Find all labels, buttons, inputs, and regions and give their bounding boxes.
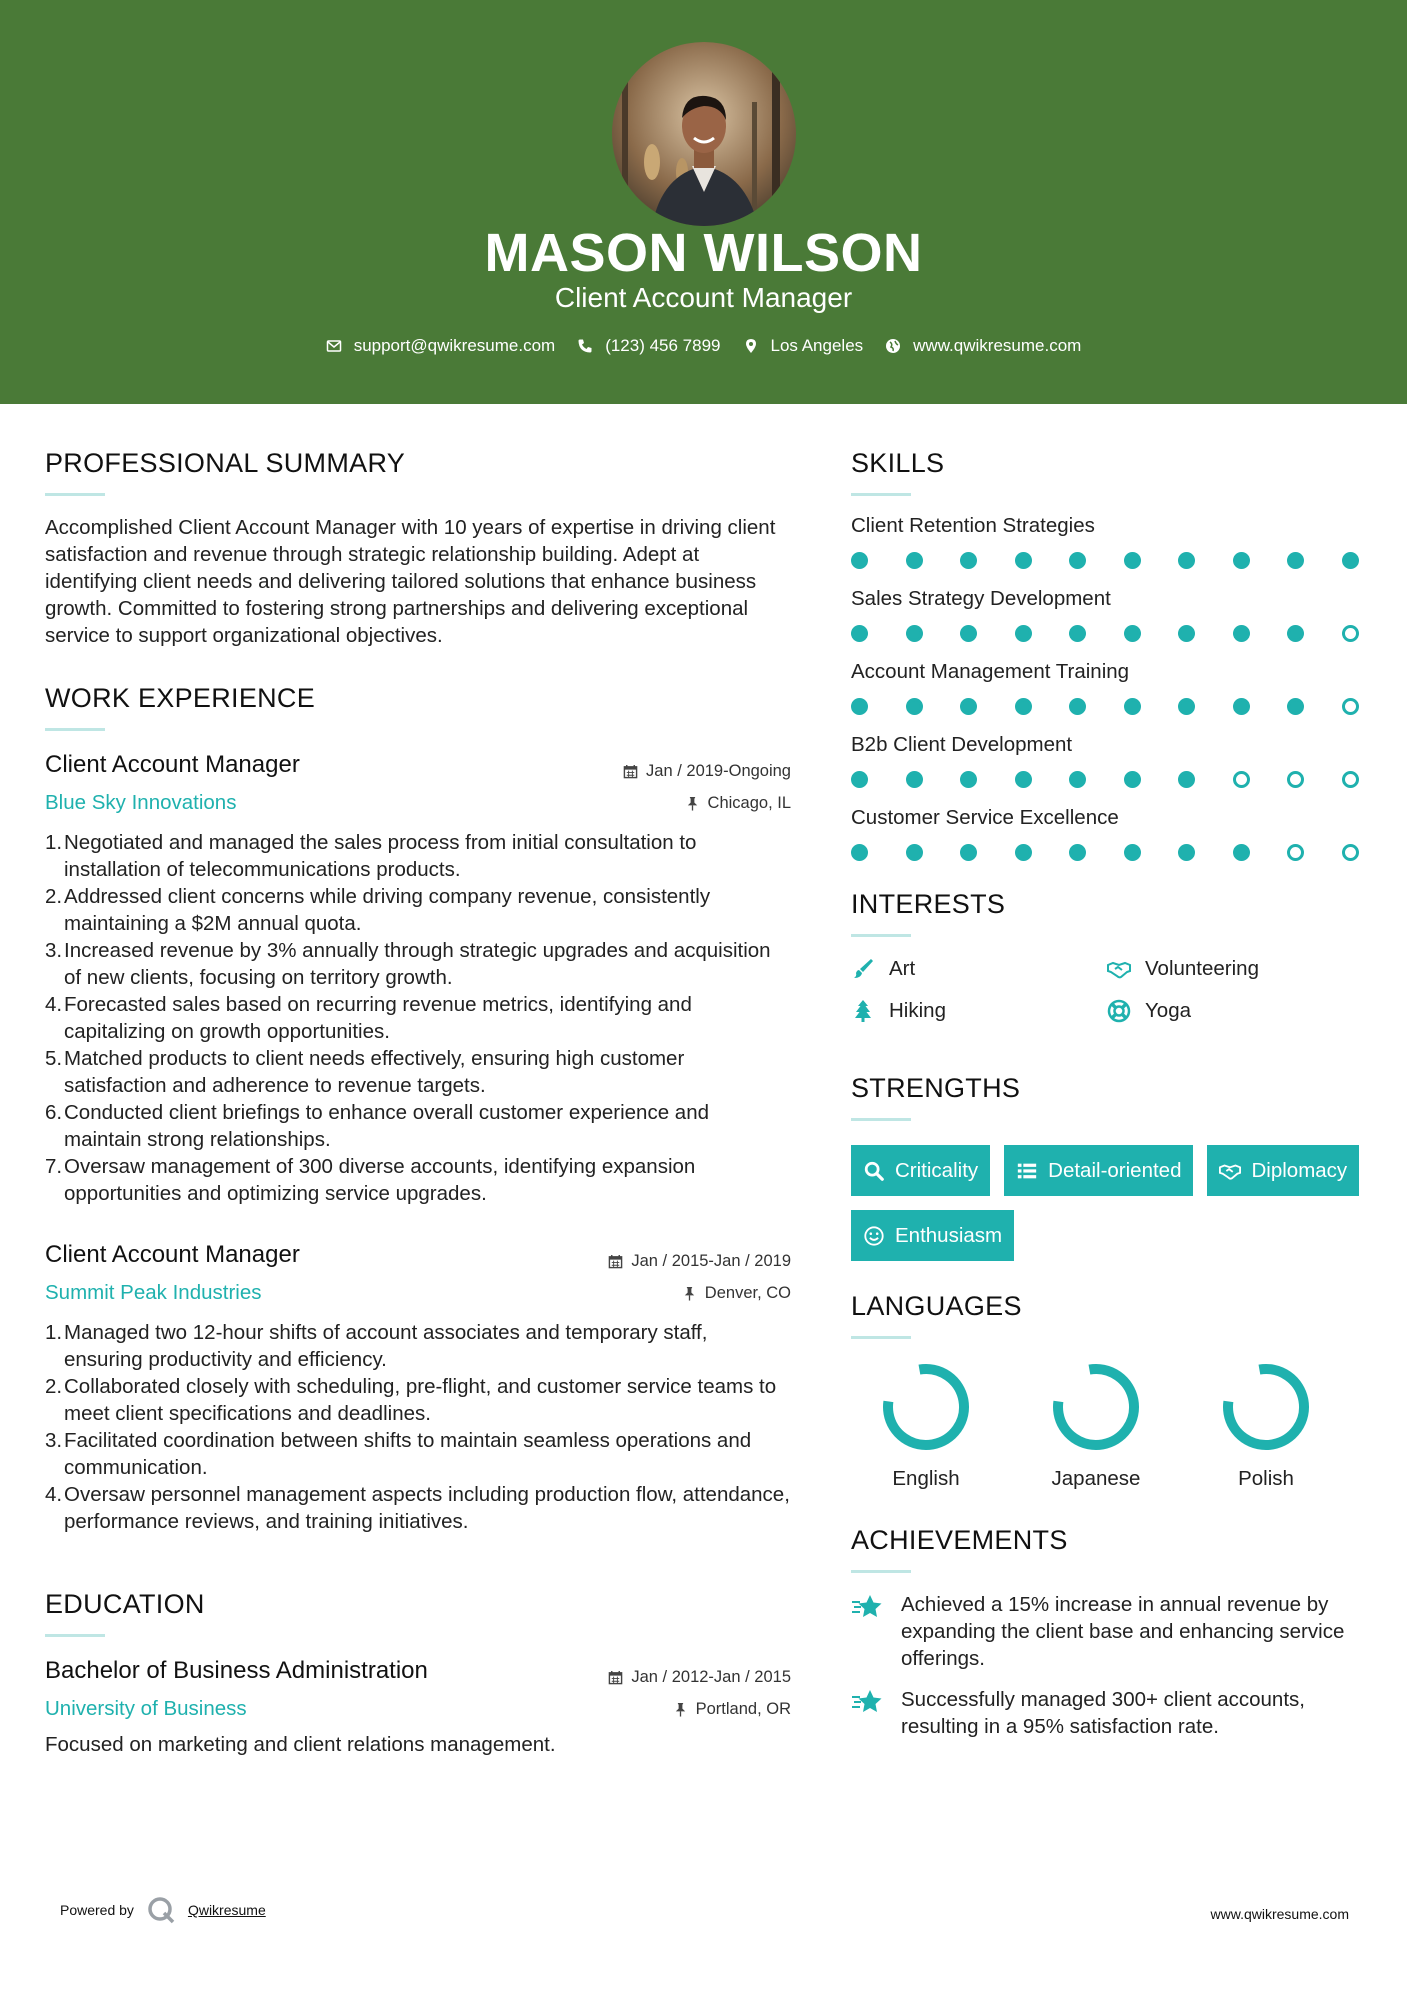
job-bullets [45, 829, 791, 1207]
rating-dot-empty [1287, 771, 1304, 788]
rating-dot-filled [1124, 844, 1141, 861]
language-gauge [880, 1361, 972, 1453]
qwikresume-logo-icon [146, 1895, 176, 1925]
rating-dot-filled [906, 698, 923, 715]
rating-dot-empty [1342, 698, 1359, 715]
footer-powered-by [60, 1895, 266, 1925]
language-label: Japanese [1051, 1467, 1141, 1490]
rating-dot-empty [1233, 771, 1250, 788]
strength-tag: Diplomacy [1207, 1145, 1359, 1196]
language-level-arc [882, 1363, 970, 1451]
job-meta [623, 755, 791, 819]
phone-icon [577, 338, 593, 354]
rating-dot-filled [1178, 771, 1195, 788]
rating-dot-filled [1233, 552, 1250, 569]
rating-dot-filled [1342, 552, 1359, 569]
section-divider [45, 493, 105, 496]
interests-heading: INTERESTS [851, 889, 1006, 919]
job-dates: Jan / 2015-Jan / 2019 [608, 1245, 791, 1277]
strengths-section [851, 1073, 1371, 1261]
skill-name: Client Retention Strategies [851, 514, 1095, 537]
rating-dot-filled [851, 771, 868, 788]
powered-by-text: Powered by [60, 1902, 134, 1918]
rating-dot-filled [960, 844, 977, 861]
rating-dot-filled [906, 552, 923, 569]
brand-link[interactable]: Qwikresume [187, 1902, 266, 1918]
experience-section [45, 683, 791, 1535]
job-meta [608, 1245, 791, 1309]
language-level-arc [1222, 1363, 1310, 1451]
language-item [1011, 1361, 1181, 1491]
job-company: Summit Peak Industries [45, 1281, 262, 1304]
handshake-icon [1219, 1160, 1241, 1182]
language-list [851, 1361, 1371, 1491]
rating-dot-filled [851, 625, 868, 642]
job-dates: Jan / 2019-Ongoing [623, 755, 791, 787]
education-entry [45, 1657, 791, 1758]
section-divider [851, 1570, 911, 1573]
achievements-section [851, 1525, 1371, 1740]
rating-dot-filled [851, 698, 868, 715]
strengths-heading: STRENGTHS [851, 1073, 1021, 1103]
rating-dot-empty [1342, 771, 1359, 788]
strength-tag: Criticality [851, 1145, 990, 1196]
map-marker-icon [743, 338, 759, 354]
section-divider [851, 493, 911, 496]
rating-dot-filled [1233, 625, 1250, 642]
rating-dot-filled [1287, 625, 1304, 642]
summary-section [45, 448, 791, 649]
interest-item: Volunteering [1107, 957, 1363, 981]
achievement-item: Achieved a 15% increase in annual revenue by expanding the client base and enhancing service offerings. [851, 1591, 1371, 1672]
list-item: 3. Increased revenue by 3% annually through strategic upgrades and acquisition of new clients, focusing on territory growth. [45, 939, 771, 989]
rating-dot-filled [1178, 625, 1195, 642]
list-item: 1. Managed two 12-hour shifts of account associates and temporary staff, ensuring productivity and efficiency. [45, 1321, 708, 1371]
contact-bar [0, 336, 1407, 356]
job-location: Denver, CO [608, 1277, 791, 1309]
list-item: 5. Matched products to client needs effectively, ensuring high customer satisfaction and adherence to revenue targets. [45, 1047, 685, 1097]
interest-item: Yoga [1107, 999, 1363, 1023]
rating-dot-filled [1233, 698, 1250, 715]
globe-icon [885, 338, 901, 354]
location-text: Los Angeles [770, 336, 864, 355]
lifering-icon [1107, 999, 1131, 1023]
candidate-name: MASON WILSON [484, 223, 923, 283]
rating-dot-filled [1069, 552, 1086, 569]
language-label: English [892, 1467, 960, 1490]
languages-heading: LANGUAGES [851, 1291, 1022, 1321]
pushpin-icon [682, 1286, 697, 1301]
rating-dot-filled [960, 625, 977, 642]
envelope-icon [326, 338, 342, 354]
calendar-icon [608, 1254, 623, 1269]
skill-name: Sales Strategy Development [851, 587, 1111, 610]
rating-dot-filled [1015, 698, 1032, 715]
rating-dot-filled [1069, 844, 1086, 861]
skills-heading: SKILLS [851, 448, 945, 478]
skill-name: Customer Service Excellence [851, 806, 1119, 829]
rating-dot-filled [1015, 552, 1032, 569]
list-icon [1016, 1160, 1038, 1182]
languages-section [851, 1291, 1371, 1491]
rating-dot-filled [1178, 698, 1195, 715]
phone-text: (123) 456 7899 [605, 336, 721, 355]
interest-item: Art [851, 957, 1107, 981]
rating-dot-filled [1124, 698, 1141, 715]
rating-dot-filled [906, 844, 923, 861]
website-text: www.qwikresume.com [913, 336, 1082, 355]
language-gauge [1220, 1361, 1312, 1453]
pushpin-icon [685, 796, 700, 811]
language-item [841, 1361, 1011, 1491]
education-heading: EDUCATION [45, 1589, 205, 1619]
contact-website[interactable] [885, 336, 1081, 356]
achievement-list [851, 1591, 1371, 1740]
rating-dot-filled [1015, 844, 1032, 861]
footer-website[interactable]: www.qwikresume.com [1210, 1906, 1349, 1922]
job-entry [45, 751, 791, 1207]
smile-icon [863, 1225, 885, 1247]
language-item [1181, 1361, 1351, 1491]
strength-tags [851, 1145, 1371, 1261]
job-entry [45, 1241, 791, 1535]
skill-name: Account Management Training [851, 660, 1130, 683]
skill-rating [851, 552, 1359, 569]
left-column [45, 448, 791, 1758]
rating-dot-filled [1124, 552, 1141, 569]
rating-dot-filled [1069, 698, 1086, 715]
section-divider [851, 1118, 911, 1121]
section-divider [851, 934, 911, 937]
right-column [851, 448, 1371, 1740]
language-label: Polish [1238, 1467, 1294, 1490]
strength-tag: Enthusiasm [851, 1210, 1014, 1261]
candidate-title: Client Account Manager [554, 282, 853, 313]
school-name: University of Business [45, 1697, 247, 1720]
contact-email[interactable] [326, 336, 556, 356]
section-divider [45, 1634, 105, 1637]
job-title: Client Account Manager [45, 1241, 300, 1268]
achievement-item: Successfully managed 300+ client accounts, resulting in a 95% satisfaction rate. [851, 1686, 1371, 1740]
education-description: Focused on marketing and client relations management. [45, 1733, 556, 1756]
job-company: Blue Sky Innovations [45, 791, 237, 814]
list-item: 2. Addressed client concerns while driving company revenue, consistently maintaining a $2M annual quota. [45, 885, 711, 935]
skill-rating [851, 698, 1359, 715]
star-icon [851, 1688, 883, 1716]
calendar-icon [623, 764, 638, 779]
section-divider [851, 1336, 911, 1339]
rating-dot-filled [1015, 625, 1032, 642]
skill-rating [851, 625, 1359, 642]
email-text: support@qwikresume.com [353, 336, 556, 355]
rating-dot-filled [1124, 771, 1141, 788]
header-banner [0, 0, 1407, 404]
paintbrush-icon [851, 957, 875, 981]
summary-text: Accomplished Client Account Manager with 10 years of expertise in driving client satisfaction and revenue through strategic relationship building. Adept at identifying client needs and delivering tailored solutions that enhance business growth. Committed to fostering strong partnerships and delivering exceptional service to support organizational objectives. [45, 516, 776, 647]
profile-photo [612, 42, 796, 226]
skills-section [851, 448, 1371, 861]
skill-name: B2b Client Development [851, 733, 1073, 756]
education-meta [608, 1661, 791, 1725]
list-item: 1. Negotiated and managed the sales process from initial consultation to installation of telecommunications products. [45, 831, 697, 881]
rating-dot-filled [906, 771, 923, 788]
rating-dot-empty [1287, 844, 1304, 861]
contact-location [743, 336, 864, 356]
pushpin-icon [673, 1702, 688, 1717]
job-bullets [45, 1319, 791, 1535]
strength-tag: Detail-oriented [1004, 1145, 1193, 1196]
rating-dot-filled [1069, 625, 1086, 642]
summary-heading: PROFESSIONAL SUMMARY [45, 448, 406, 478]
contact-phone[interactable] [577, 336, 720, 356]
experience-heading: WORK EXPERIENCE [45, 683, 316, 713]
degree-title: Bachelor of Business Administration [45, 1657, 428, 1684]
rating-dot-filled [851, 552, 868, 569]
rating-dot-filled [1124, 625, 1141, 642]
rating-dot-filled [906, 625, 923, 642]
achievements-heading: ACHIEVEMENTS [851, 1525, 1068, 1555]
handshake-icon [1107, 957, 1131, 981]
interests-grid [851, 957, 1371, 1023]
language-gauge [1050, 1361, 1142, 1453]
search-icon [863, 1160, 885, 1182]
list-item: 2. Collaborated closely with scheduling, pre-flight, and customer service teams to meet client specifications and deadlines. [45, 1375, 777, 1425]
education-location: Portland, OR [608, 1693, 791, 1725]
tree-icon [851, 999, 875, 1023]
job-location: Chicago, IL [623, 787, 791, 819]
interests-section [851, 889, 1371, 1023]
star-icon [851, 1593, 883, 1621]
rating-dot-filled [960, 552, 977, 569]
rating-dot-filled [1015, 771, 1032, 788]
rating-dot-filled [1233, 844, 1250, 861]
education-section [45, 1589, 791, 1758]
skill-rating [851, 844, 1359, 861]
list-item: 6. Conducted client briefings to enhance overall customer experience and maintain strong relationships. [45, 1101, 709, 1151]
rating-dot-empty [1342, 625, 1359, 642]
list-item: 4. Forecasted sales based on recurring revenue metrics, identifying and capitalizing on growth opportunities. [45, 993, 692, 1043]
skills-list [851, 514, 1371, 861]
list-item: 7. Oversaw management of 300 diverse accounts, identifying expansion opportunities and optimizing service upgrades. [45, 1155, 696, 1205]
rating-dot-filled [960, 771, 977, 788]
list-item: 3. Facilitated coordination between shifts to maintain seamless operations and communication. [45, 1429, 752, 1479]
rating-dot-filled [1287, 698, 1304, 715]
section-divider [45, 728, 105, 731]
job-title: Client Account Manager [45, 751, 300, 778]
calendar-icon [608, 1670, 623, 1685]
interest-item: Hiking [851, 999, 1107, 1023]
language-level-arc [1052, 1363, 1140, 1451]
rating-dot-empty [1342, 844, 1359, 861]
rating-dot-filled [1178, 552, 1195, 569]
rating-dot-filled [1287, 552, 1304, 569]
rating-dot-filled [1069, 771, 1086, 788]
rating-dot-filled [960, 698, 977, 715]
skill-rating [851, 771, 1359, 788]
list-item: 4. Oversaw personnel management aspects including production flow, attendance, performance reviews, and training initiatives. [45, 1483, 790, 1533]
education-dates: Jan / 2012-Jan / 2015 [608, 1661, 791, 1693]
rating-dot-filled [851, 844, 868, 861]
rating-dot-filled [1178, 844, 1195, 861]
